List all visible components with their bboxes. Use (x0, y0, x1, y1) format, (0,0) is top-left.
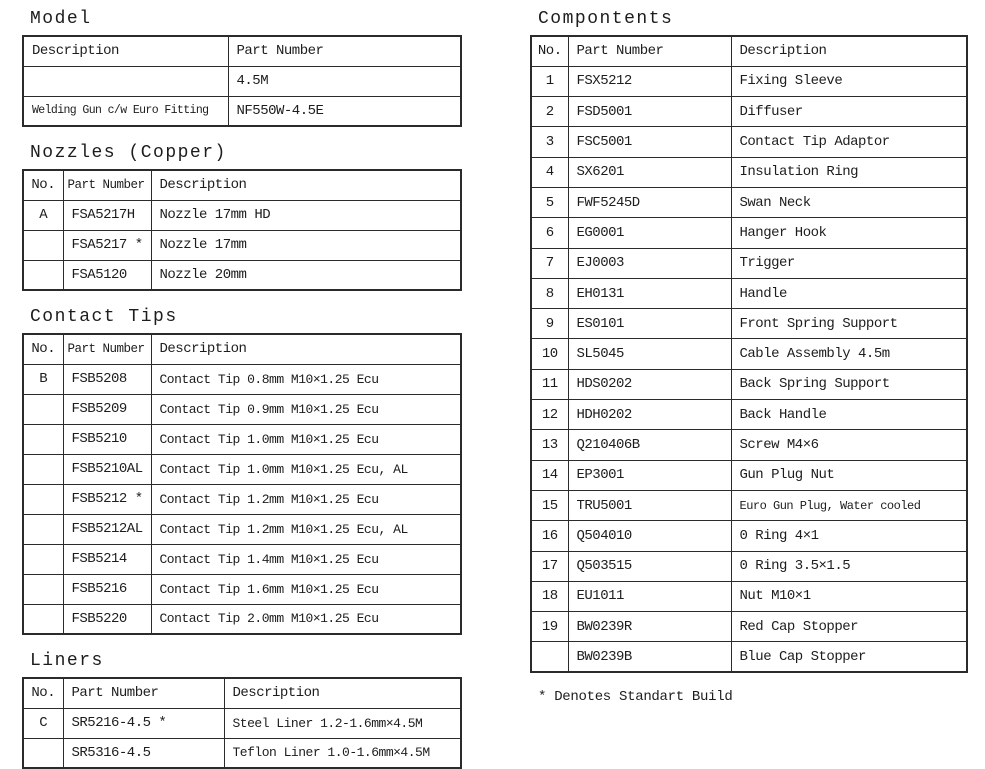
table-cell: EU1011 (568, 581, 731, 611)
table-cell: Handle (731, 278, 967, 308)
table-cell: Contact Tip Adaptor (731, 127, 967, 157)
table-row (23, 424, 461, 454)
table-row (531, 248, 967, 278)
table-cell: EJ0003 (568, 248, 731, 278)
table-cell: Q503515 (568, 551, 731, 581)
table-cell: Back Handle (731, 400, 967, 430)
column-header: No. (23, 334, 63, 364)
table-row (531, 309, 967, 339)
liners-table (22, 677, 462, 769)
column-header: Description (23, 36, 228, 66)
table-cell: 17 (531, 551, 568, 581)
table-cell: SR5216-4.5 * (63, 708, 224, 738)
table-row (23, 66, 461, 96)
table-row (531, 581, 967, 611)
table-row (531, 521, 967, 551)
table-cell: 6 (531, 218, 568, 248)
table-row (23, 96, 461, 126)
table-cell: Back Spring Support (731, 369, 967, 399)
table-row (531, 187, 967, 217)
column-header: No. (23, 170, 63, 200)
nozzles-table (22, 169, 462, 291)
table-cell: 15 (531, 490, 568, 520)
table-cell: FSB5209 (63, 394, 151, 424)
table-cell: 9 (531, 309, 568, 339)
table-cell: Contact Tip 0.8mm M10×1.25 Ecu (151, 364, 461, 394)
table-row (23, 738, 461, 768)
table-cell: 8 (531, 278, 568, 308)
table-cell: Cable Assembly 4.5m (731, 339, 967, 369)
liners-title: Liners (30, 651, 104, 671)
column-header: No. (531, 36, 568, 66)
table-cell: Blue Cap Stopper (731, 642, 967, 672)
column-header: No. (23, 678, 63, 708)
table-cell (23, 230, 63, 260)
table-cell: FSB5210 (63, 424, 151, 454)
table-cell: Front Spring Support (731, 309, 967, 339)
table-cell (23, 544, 63, 574)
table-cell: 10 (531, 339, 568, 369)
table-cell: SX6201 (568, 157, 731, 187)
table-row (23, 484, 461, 514)
table-row (23, 454, 461, 484)
table-cell: Steel Liner 1.2-1.6mm×4.5M (224, 708, 461, 738)
table-cell: FSD5001 (568, 97, 731, 127)
table-cell: FSB5216 (63, 574, 151, 604)
table-cell (23, 260, 63, 290)
header-row (23, 678, 461, 708)
contact-tips-title: Contact Tips (30, 307, 178, 327)
table-cell: EH0131 (568, 278, 731, 308)
table-cell: FSA5120 (63, 260, 151, 290)
table-cell: Swan Neck (731, 187, 967, 217)
table-row (531, 460, 967, 490)
table-row (23, 260, 461, 290)
table-cell: 11 (531, 369, 568, 399)
table-cell: BW0239B (568, 642, 731, 672)
table-cell: FSB5214 (63, 544, 151, 574)
table-cell: TRU5001 (568, 490, 731, 520)
table-row (23, 544, 461, 574)
table-row (531, 339, 967, 369)
table-cell: Nozzle 17mm HD (151, 200, 461, 230)
table-row (531, 218, 967, 248)
table-cell (23, 424, 63, 454)
table-cell: 18 (531, 581, 568, 611)
model-title: Model (30, 9, 92, 29)
table-cell: SR5316-4.5 (63, 738, 224, 768)
table-row (531, 490, 967, 520)
header-row (531, 36, 967, 66)
table-cell: Contact Tip 1.0mm M10×1.25 Ecu (151, 424, 461, 454)
table-cell (23, 66, 228, 96)
column-header: Part Number (63, 170, 151, 200)
table-cell: 13 (531, 430, 568, 460)
table-cell: Q210406B (568, 430, 731, 460)
table-cell: FSC5001 (568, 127, 731, 157)
table-row (23, 604, 461, 634)
table-cell (23, 604, 63, 634)
header-row (23, 170, 461, 200)
components-title: Compontents (538, 9, 674, 29)
table-cell: Contact Tip 1.0mm M10×1.25 Ecu, AL (151, 454, 461, 484)
table-cell (23, 394, 63, 424)
table-cell: 5 (531, 187, 568, 217)
column-header: Description (731, 36, 967, 66)
table-cell: FSA5217H (63, 200, 151, 230)
table-cell: HDH0202 (568, 400, 731, 430)
column-header: Part Number (63, 678, 224, 708)
column-header: Description (151, 334, 461, 364)
table-row (531, 612, 967, 642)
table-cell: FSB5220 (63, 604, 151, 634)
table-cell: 2 (531, 97, 568, 127)
table-cell (23, 574, 63, 604)
table-row (531, 369, 967, 399)
table-cell: Contact Tip 1.6mm M10×1.25 Ecu (151, 574, 461, 604)
table-cell: Welding Gun c/w Euro Fitting (23, 96, 228, 126)
table-cell: 4.5M (228, 66, 461, 96)
right-column (530, 8, 968, 705)
table-cell (23, 484, 63, 514)
table-row (531, 66, 967, 96)
table-cell: Screw M4×6 (731, 430, 967, 460)
table-cell (23, 514, 63, 544)
table-row (23, 394, 461, 424)
table-cell: Contact Tip 0.9mm M10×1.25 Ecu (151, 394, 461, 424)
table-cell: ES0101 (568, 309, 731, 339)
table-cell: Q504010 (568, 521, 731, 551)
table-cell: 7 (531, 248, 568, 278)
table-cell: Nozzle 17mm (151, 230, 461, 260)
column-header: Description (224, 678, 461, 708)
table-cell: FSX5212 (568, 66, 731, 96)
table-cell: 0 Ring 4×1 (731, 521, 967, 551)
table-cell: Euro Gun Plug, Water cooled (731, 490, 967, 520)
column-header: Part Number (63, 334, 151, 364)
table-row (23, 364, 461, 394)
table-cell: Contact Tip 1.2mm M10×1.25 Ecu, AL (151, 514, 461, 544)
table-cell: Nozzle 20mm (151, 260, 461, 290)
table-cell: Contact Tip 1.4mm M10×1.25 Ecu (151, 544, 461, 574)
table-cell: Contact Tip 1.2mm M10×1.25 Ecu (151, 484, 461, 514)
table-cell: FSA5217 * (63, 230, 151, 260)
table-cell (531, 642, 568, 672)
contact-tips-table (22, 333, 462, 635)
table-cell: Gun Plug Nut (731, 460, 967, 490)
table-row (531, 430, 967, 460)
table-row (531, 157, 967, 187)
table-cell: HDS0202 (568, 369, 731, 399)
components-section (530, 8, 968, 673)
table-cell: Hanger Hook (731, 218, 967, 248)
column-header: Description (151, 170, 461, 200)
table-cell: Nut M10×1 (731, 581, 967, 611)
table-cell: Insulation Ring (731, 157, 967, 187)
table-cell: 4 (531, 157, 568, 187)
contact-tips-section (22, 306, 462, 635)
table-cell: Red Cap Stopper (731, 612, 967, 642)
table-cell: Teflon Liner 1.0-1.6mm×4.5M (224, 738, 461, 768)
table-cell: BW0239R (568, 612, 731, 642)
table-cell: 12 (531, 400, 568, 430)
table-cell: B (23, 364, 63, 394)
standard-build-footnote: * Denotes Standart Build (538, 689, 733, 706)
table-row (23, 200, 461, 230)
table-cell: 14 (531, 460, 568, 490)
table-cell: Diffuser (731, 97, 967, 127)
table-cell: NF550W-4.5E (228, 96, 461, 126)
column-header: Part Number (568, 36, 731, 66)
table-cell: Fixing Sleeve (731, 66, 967, 96)
table-cell: 1 (531, 66, 568, 96)
table-cell: C (23, 708, 63, 738)
table-cell: 19 (531, 612, 568, 642)
table-cell: Contact Tip 2.0mm M10×1.25 Ecu (151, 604, 461, 634)
liners-section (22, 650, 462, 769)
table-cell: SL5045 (568, 339, 731, 369)
table-row (23, 514, 461, 544)
table-cell: FSB5212AL (63, 514, 151, 544)
nozzles-title: Nozzles (Copper) (30, 143, 227, 163)
table-cell (23, 454, 63, 484)
table-row (531, 278, 967, 308)
model-section (22, 8, 462, 127)
header-row (23, 36, 461, 66)
table-cell: FWF5245D (568, 187, 731, 217)
table-row (531, 127, 967, 157)
header-row (23, 334, 461, 364)
table-cell: 0 Ring 3.5×1.5 (731, 551, 967, 581)
column-header: Part Number (228, 36, 461, 66)
table-cell (23, 738, 63, 768)
table-cell: EG0001 (568, 218, 731, 248)
nozzles-section (22, 142, 462, 291)
table-cell: 16 (531, 521, 568, 551)
table-cell: EP3001 (568, 460, 731, 490)
table-row (23, 708, 461, 738)
table-row (23, 230, 461, 260)
table-cell: FSB5212 * (63, 484, 151, 514)
table-row (531, 400, 967, 430)
table-row (23, 574, 461, 604)
table-cell: 3 (531, 127, 568, 157)
components-table (530, 35, 968, 673)
table-row (531, 642, 967, 672)
table-row (531, 97, 967, 127)
left-column (22, 8, 462, 769)
table-cell: FSB5210AL (63, 454, 151, 484)
table-cell: Trigger (731, 248, 967, 278)
table-cell: A (23, 200, 63, 230)
model-table (22, 35, 462, 127)
table-cell: FSB5208 (63, 364, 151, 394)
table-row (531, 551, 967, 581)
